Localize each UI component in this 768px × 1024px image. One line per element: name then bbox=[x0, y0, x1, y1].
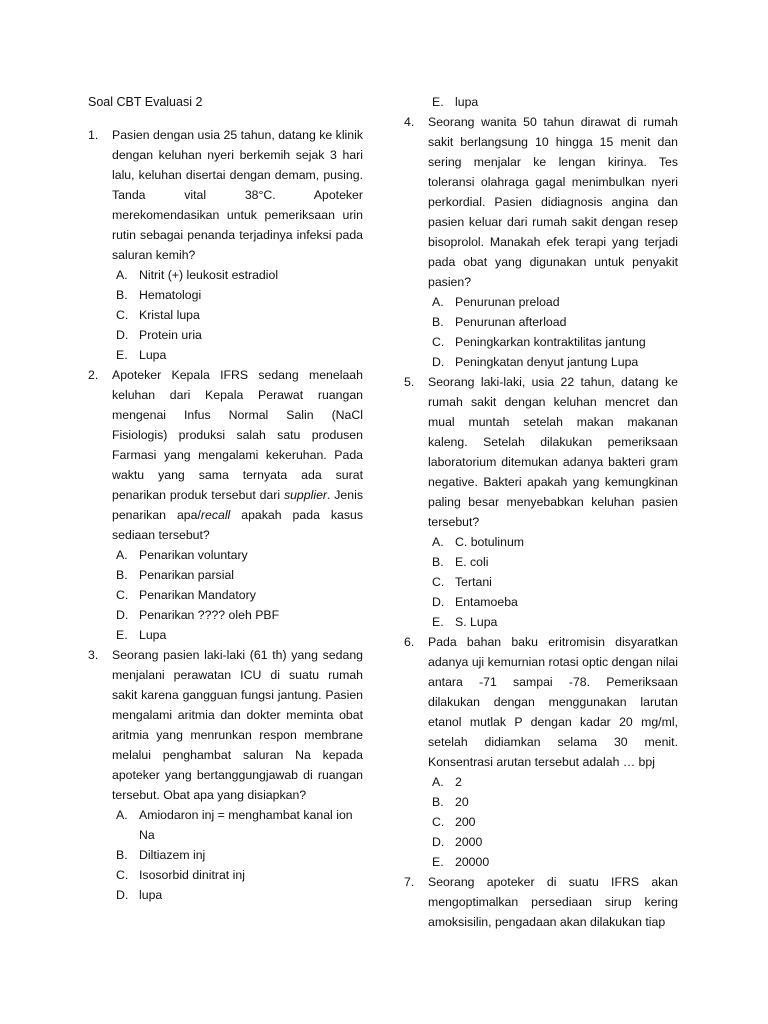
option-letter: B. bbox=[432, 795, 444, 809]
option-text: Kristal lupa bbox=[139, 308, 200, 322]
option-letter: E. bbox=[432, 855, 444, 869]
option-letter: E. bbox=[116, 348, 128, 362]
option-text: E. coli bbox=[455, 555, 489, 569]
option-letter: A. bbox=[432, 775, 444, 789]
question-number: 1. bbox=[88, 128, 99, 142]
answer-options bbox=[112, 545, 363, 645]
option-text: 20000 bbox=[455, 855, 490, 869]
option-text: C. botulinum bbox=[455, 535, 525, 549]
question-text bbox=[428, 112, 678, 292]
answer-option bbox=[112, 865, 363, 885]
answer-option bbox=[112, 325, 363, 345]
question-item bbox=[88, 645, 363, 905]
option-letter: C. bbox=[116, 868, 129, 882]
answer-option bbox=[112, 805, 363, 845]
option-letter: B. bbox=[116, 848, 128, 862]
option-letter: C. bbox=[116, 588, 129, 602]
question-text-segment: Pada bahan baku eritromisin disyaratkan adanya uji kemurnian rotasi optic dengan nilai antara -71 sampai -78. Pemeriksaan dilakukan dengan menggunakan larutan etanol mutlak P dengan kadar 20 mg/ml, setelah didiamkan selama 30 menit. Konsentrasi arutan tersebut adalah … bpj bbox=[428, 635, 678, 769]
answer-option bbox=[428, 352, 678, 372]
question-text-segment: Apoteker Kepala IFRS sedang menelaah keluhan dari Kepala Perawat ruangan mengenai Infus Normal Salin (NaCl Fisiologis) produksi salah satu produsen Farmasi yang mengalami kekeruhan. Pada waktu yang sama ternyata ada surat penarikan produk tersebut dari bbox=[112, 368, 363, 502]
answer-option bbox=[112, 285, 363, 305]
option-text: Lupa bbox=[139, 348, 167, 362]
italic-term: supplier bbox=[283, 488, 328, 502]
option-letter: C. bbox=[432, 815, 445, 829]
question-item bbox=[88, 365, 363, 645]
option-letter: C. bbox=[116, 308, 129, 322]
answer-option bbox=[428, 812, 678, 832]
question-item bbox=[88, 125, 363, 365]
answer-option bbox=[428, 552, 678, 572]
option-letter: B. bbox=[116, 568, 128, 582]
option-letter: A. bbox=[432, 535, 444, 549]
answer-option bbox=[112, 265, 363, 285]
option-text: Penarikan voluntary bbox=[139, 548, 248, 562]
question-item bbox=[404, 632, 678, 872]
option-letter: D. bbox=[116, 888, 129, 902]
option-text: Hematologi bbox=[139, 288, 202, 302]
question-text-segment: Seorang pasien laki-laki (61 th) yang sedang menjalani perawatan ICU di suatu rumah sakit karena gangguan fungsi jantung. Pasien mengalami aritmia dan dokter meminta obat aritmia yang menrunkan respon membrane melalui penghambat saluran Na kepada apoteker yang bertanggungjawab di ruangan tersebut. Obat apa yang disiapkan? bbox=[112, 648, 363, 802]
option-letter: D. bbox=[432, 835, 445, 849]
left-question-list bbox=[88, 125, 363, 905]
answer-option bbox=[428, 772, 678, 792]
option-text: Peningkatan denyut jantung Lupa bbox=[455, 355, 639, 369]
option-letter: E. bbox=[116, 628, 128, 642]
option-letter: B. bbox=[432, 315, 444, 329]
answer-option bbox=[428, 852, 678, 872]
right-column bbox=[404, 92, 678, 932]
answer-option bbox=[112, 625, 363, 645]
right-question-list bbox=[404, 112, 678, 932]
answer-option bbox=[112, 565, 363, 585]
answer-option bbox=[112, 345, 363, 365]
option-text: Penarikan ???? oleh PBF bbox=[139, 608, 280, 622]
option-text: lupa bbox=[455, 95, 479, 109]
option-text: S. Lupa bbox=[455, 615, 498, 629]
question-number: 7. bbox=[404, 875, 415, 889]
answer-option bbox=[428, 592, 678, 612]
option-letter: E. bbox=[432, 615, 444, 629]
question-text-segment: Seorang laki-laki, usia 22 tahun, datang ke rumah sakit dengan keluhan mencret dan mual muntah setelah makan makanan kaleng. Setelah dilakukan pemeriksaan laboratorium ditemukan adanya bakteri gram negative. Bakteri apakah yang kemungkinan paling besar menyebabkan keluhan pasien tersebut? bbox=[428, 375, 678, 529]
question-text-segment: apakah pada kasus sediaan tersebut? bbox=[112, 508, 363, 542]
answer-option bbox=[428, 292, 678, 312]
option-text: Lupa bbox=[139, 628, 167, 642]
page-title: Soal CBT Evaluasi 2 bbox=[88, 95, 203, 109]
answer-option bbox=[112, 605, 363, 625]
answer-option bbox=[112, 305, 363, 325]
question-text bbox=[428, 872, 678, 932]
option-letter: E. bbox=[432, 95, 444, 109]
option-text: Protein uria bbox=[139, 328, 202, 342]
answer-option bbox=[112, 885, 363, 905]
option-text: 200 bbox=[455, 815, 476, 829]
answer-option bbox=[428, 312, 678, 332]
answer-option bbox=[112, 845, 363, 865]
question-number: 4. bbox=[404, 115, 415, 129]
option-text: Nitrit (+) leukosit estradiol bbox=[139, 268, 279, 282]
question-item bbox=[404, 872, 678, 932]
option-letter: D. bbox=[432, 595, 445, 609]
answer-option bbox=[428, 612, 678, 632]
option-letter: B. bbox=[116, 288, 128, 302]
option-letter: D. bbox=[116, 608, 129, 622]
answer-options bbox=[428, 292, 678, 372]
question-number: 3. bbox=[88, 648, 99, 662]
answer-option bbox=[112, 545, 363, 565]
question-text bbox=[112, 645, 363, 805]
question-item bbox=[404, 112, 678, 372]
option-letter: A. bbox=[432, 295, 444, 309]
option-text: Entamoeba bbox=[455, 595, 518, 609]
option-text: 20 bbox=[455, 795, 469, 809]
option-text: Peningkarkan kontraktilitas jantung bbox=[455, 335, 646, 349]
answer-option bbox=[112, 585, 363, 605]
option-letter: C. bbox=[432, 335, 445, 349]
question-text-segment: Pasien dengan usia 25 tahun, datang ke klinik dengan keluhan nyeri berkemih sejak 3 hari lalu, keluhan disertai dengan demam, pusing. Tanda vital 38°C. Apoteker merekomendasikan untuk pemeriksaan urin rutin sebagai penanda terjadinya infeksi pada saluran kemih? bbox=[112, 128, 363, 262]
option-text: lupa bbox=[139, 888, 163, 902]
question-text bbox=[112, 125, 363, 265]
answer-options bbox=[112, 265, 363, 365]
option-text: Penarikan parsial bbox=[139, 568, 235, 582]
answer-options bbox=[428, 532, 678, 632]
option-letter: A. bbox=[116, 548, 128, 562]
option-text: Diltiazem inj bbox=[139, 848, 206, 862]
answer-option bbox=[428, 792, 678, 812]
italic-term: recall bbox=[200, 508, 231, 522]
option-letter: B. bbox=[432, 555, 444, 569]
option-text: Penurunan afterload bbox=[455, 315, 567, 329]
question-text-segment: . Jenis penarikan apa/ bbox=[112, 488, 363, 522]
option-text: Penurunan preload bbox=[455, 295, 560, 309]
question-text bbox=[428, 372, 678, 532]
answer-option bbox=[428, 532, 678, 552]
option-text: 2 bbox=[455, 775, 462, 789]
answer-option bbox=[428, 332, 678, 352]
answer-option bbox=[428, 92, 678, 112]
left-column bbox=[88, 92, 363, 905]
answer-option bbox=[428, 572, 678, 592]
question-number: 2. bbox=[88, 368, 99, 382]
question-text-segment: Seorang wanita 50 tahun dirawat di rumah sakit berlangsung 10 hingga 15 menit dan sering menjalar ke lengan kirinya. Tes toleransi olahraga gagal menimbulkan nyeri perkordial. Pasien didiagnosis angina dan pasien keluar dari rumah sakit dengan resep bisoprolol. Manakah efek terapi yang terjadi pada obat yang digunakan untuk penyakit pasien? bbox=[428, 115, 678, 289]
option-text: Tertani bbox=[455, 575, 492, 589]
question-text bbox=[428, 632, 678, 772]
answer-option bbox=[428, 832, 678, 852]
option-letter: A. bbox=[116, 268, 128, 282]
continued-options bbox=[404, 92, 678, 112]
option-letter: C. bbox=[432, 575, 445, 589]
answer-options bbox=[428, 772, 678, 872]
option-text: Amiodaron inj = menghambat kanal ion Na bbox=[139, 808, 353, 842]
option-letter: A. bbox=[116, 808, 128, 822]
question-number: 6. bbox=[404, 635, 415, 649]
question-text bbox=[112, 365, 363, 545]
option-text: 2000 bbox=[455, 835, 483, 849]
question-text-segment: Seorang apoteker di suatu IFRS akan mengoptimalkan persediaan sirup kering amoksisilin, pengadaan akan dilakukan tiap bbox=[428, 875, 678, 929]
answer-options bbox=[112, 805, 363, 905]
question-item bbox=[404, 372, 678, 632]
option-text: Isosorbid dinitrat inj bbox=[139, 868, 245, 882]
option-text: Penarikan Mandatory bbox=[139, 588, 256, 602]
option-letter: D. bbox=[432, 355, 445, 369]
question-number: 5. bbox=[404, 375, 415, 389]
option-letter: D. bbox=[116, 328, 129, 342]
